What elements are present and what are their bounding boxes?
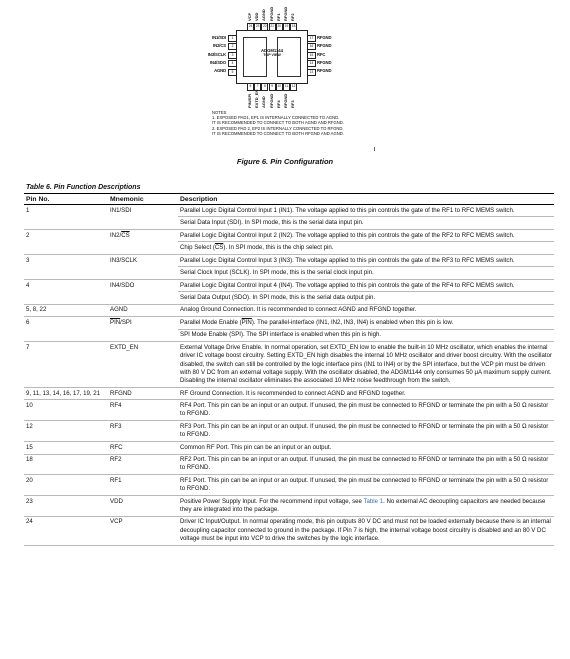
pin-label: IN1/SDI [212, 34, 226, 40]
pin-label: RFGND [317, 43, 332, 49]
pin-pad [307, 60, 316, 67]
pin-label: RF4 [275, 100, 281, 108]
description-overline: $\overline{PIN}$ [241, 318, 252, 326]
mnemonic-cell [108, 292, 178, 304]
pin-number: 14 [309, 61, 314, 66]
pin-number-cell: 12 [24, 421, 108, 442]
table-row [24, 229, 554, 241]
pin-number-cell: 7 [24, 342, 108, 388]
table-row [24, 254, 554, 266]
pin-label: RFGND [283, 93, 288, 108]
pin-label: RFGND [283, 6, 288, 21]
description-cell: RF2 Port. This pin can be an input or an output. If unused, the pin must be connected to RFGND or terminate the pin with a 50 Ω resistor to RFGND. [178, 454, 554, 475]
description-text: ). The parallel-interface (IN1, IN2, IN3, IN4) is enabled when this pin is low. [251, 318, 454, 326]
mnemonic-cell: IN4/SDO [110, 281, 135, 289]
pin-label: IN2/CS [213, 43, 226, 49]
pin-pad [290, 83, 297, 91]
pin-label: RFGND [317, 34, 332, 40]
description-cell: RF4 Port. This pin can be an input or an output. If unused, the pin must be connected to RFGND or terminate the pin with a 50 Ω resistor to RFGND. [178, 400, 554, 421]
table-row [24, 292, 554, 304]
pin-pad [307, 35, 316, 42]
description-overline: $\overline{CS}$ [214, 244, 224, 252]
figure-marker [374, 147, 378, 151]
pin-number-cell: 5, 8, 22 [24, 304, 108, 316]
description-cell: Serial Data Input (SDI). In SPI mode, this is the serial data input pin. [178, 217, 554, 229]
pin-number: 15 [309, 52, 314, 57]
mnemonic-cell: VDD [108, 496, 178, 517]
pin-label: IN4/SDO [209, 59, 226, 65]
description-cell: Parallel Logic Digital Control Input 1 (IN1). The voltage applied to this pin controls the gate of the RF1 to RFC MEMS switch. [178, 205, 554, 217]
pin-pad [307, 43, 316, 50]
pin-pad [269, 83, 276, 91]
note-line: NOTES [212, 110, 227, 115]
pin-number-cell: 24 [24, 516, 108, 545]
table-row [24, 217, 554, 229]
mnemonic-cell: RF4 [108, 400, 178, 421]
description-cell: Analog Ground Connection. It is recommended to connect AGND and RFGND together. [178, 304, 554, 316]
pin-label: AGND [261, 96, 267, 108]
mnemonic-cell: IN3/SCLK [110, 256, 138, 264]
pin-label: RF1 [275, 13, 281, 21]
description-cell [178, 242, 554, 254]
exposed-pad-1 [243, 37, 267, 77]
pin-label: RFGND [268, 6, 274, 21]
pin-number: 10 [277, 84, 282, 88]
pin-label: AGND [261, 9, 267, 21]
table-row [24, 205, 554, 217]
note-line: IT IS RECOMMENDED TO CONNECT TO BOTH AGND AND RFGND. [212, 120, 344, 126]
pin-pad [247, 83, 254, 91]
pin-label: RFGND [268, 93, 274, 108]
mnemonic-cell [108, 229, 178, 241]
mnemonic-cell: RF2 [108, 454, 178, 475]
pin-number: 8 [264, 84, 266, 88]
pin-number-cell [24, 217, 108, 229]
description-cell: Serial Clock Input (SCLK). In SPI mode, this is the serial clock input pin. [178, 267, 554, 279]
pin-pad [261, 83, 268, 91]
pin-number-cell: 1 [26, 206, 30, 214]
pin-label: RFC [317, 51, 326, 57]
pin-number-cell [24, 267, 108, 279]
pin-number: 23 [255, 24, 260, 28]
pin-function-table [24, 193, 554, 546]
description-text: Chip Select ( [180, 244, 215, 252]
table-row [24, 304, 554, 316]
pin-label: RFGND [317, 68, 332, 74]
note-line: IT IS RECOMMENDED TO CONNECT TO BOTH RFGND AND AGND. [212, 130, 344, 136]
pin-number-cell [24, 329, 108, 341]
chip-body [236, 30, 308, 84]
mnemonic-cell: EXTD_EN [108, 342, 178, 388]
table-row [24, 329, 554, 341]
table-row [24, 442, 554, 454]
pin-label: AGND [214, 68, 226, 74]
pin-number-cell: 9, 11, 13, 14, 16, 17, 19, 21 [24, 388, 108, 400]
header-mnemonic: Mnemonic [108, 194, 178, 205]
diagram-notes [212, 110, 344, 136]
mnemonic-text: /SPI [120, 318, 132, 326]
mnemonic-cell: VCP [108, 516, 178, 545]
mnemonic-overline: $\overline{CS}$ [121, 231, 130, 239]
pin-pad [307, 69, 316, 76]
mnemonic-cell: AGND [108, 304, 178, 316]
pin-number-cell: 3 [26, 256, 30, 264]
pin-number: 7 [256, 84, 259, 88]
pin-number-cell: 20 [24, 475, 108, 496]
pin-number: 12 [291, 84, 296, 88]
header-description: Description [178, 194, 554, 205]
note-line: 1. EXPOSED PAD1, EP1 IS INTERNALLY CONNECTED TO AGND. [212, 115, 340, 121]
pin-number-cell [24, 242, 108, 254]
pin-number-cell: 18 [24, 454, 108, 475]
table-row [24, 421, 554, 442]
table-caption: Table 6. Pin Function Descriptions [26, 184, 141, 191]
pin-number: 24 [248, 24, 253, 28]
table-row [24, 279, 554, 291]
table-row [24, 317, 554, 329]
exposed-pad-2 [277, 37, 301, 77]
pin-pad [283, 83, 290, 91]
description-cell: External Voltage Drive Enable. In normal operation, set EXTD_EN low to enable the built-in 10 MHz oscillator, which enables the internal driver IC voltage boost circuitry. Setting EXTD_EN high disables the internal 10 MHz oscillator and driver boost circuitry. With the oscillator disabled, the switch can still be controlled by the logic interface pins (IN1 to IN4) or by the SPI interface, but the VCP pin must be driven with 80 V DC from an external voltage supply. With the oscillator disabled, the ADGM1144 only consumes 50 μA maximum supply current. Disabling the internal oscillator eliminates the associated 10 MHz noise feedthrough from the switch. [178, 342, 554, 388]
pin-label: PIN/SPI [247, 93, 252, 108]
pin-label: IN3/SCLK [207, 51, 226, 57]
description-cell: Parallel Logic Digital Control Input 2 (IN2). The voltage applied to this pin controls the gate of the RF2 to RFC MEMS switch. [178, 229, 554, 241]
pin-number: 16 [309, 44, 314, 49]
table-row [24, 242, 554, 254]
mnemonic-cell: RF1 [108, 475, 178, 496]
description-cell: Parallel Logic Digital Control Input 4 (IN4). The voltage applied to this pin controls the gate of the RF4 to RFC MEMS switch. [178, 279, 554, 291]
description-cell: RF3 Port. This pin can be an input or an output. If unused, the pin must be connected to RFGND or terminate the pin with a 50 Ω resistor to RFGND. [178, 421, 554, 442]
mnemonic-cell: IN1/SDI [110, 206, 132, 214]
description-cell: Common RF Port. This pin can be an input or an output. [178, 442, 554, 454]
pin-label: VDD [254, 12, 260, 21]
pin-number: 6 [249, 84, 252, 88]
description-cell: RF1 Port. This pin can be an input or an output. If unused, the pin must be connected to RFGND or terminate the pin with a 50 Ω resistor to RFGND. [178, 475, 554, 496]
pin-number: 4 [231, 61, 234, 66]
pin-number-cell: 2 [26, 231, 30, 239]
pin-pad [276, 83, 283, 91]
note-line: 2. EXPOSED PAD 2, EP2 IS INTERNALLY CONNECTED TO RFGND. [212, 125, 344, 131]
table-header-row [24, 194, 554, 205]
pin-number: 5 [231, 69, 234, 74]
pin-number: 21 [270, 24, 274, 28]
chip-view-label: TOP VIEW [263, 53, 281, 57]
description-text: Positive Power Supply Input. For the recommend input voltage, see [180, 497, 364, 505]
table-row [24, 496, 554, 517]
pin-number-cell: 23 [24, 496, 108, 517]
mnemonic-cell [108, 317, 178, 329]
pin-label: EXTD_EN [254, 89, 260, 108]
pin-number: 2 [231, 44, 234, 49]
chip-name: ADGM1144 [261, 48, 283, 53]
description-cell: Serial Data Output (SDO). In SPI mode, this is the serial data output pin. [178, 292, 554, 304]
pin-number: 11 [284, 84, 289, 88]
pin-number-cell [24, 292, 108, 304]
pin-label: VCP [247, 12, 252, 21]
table-row [24, 342, 554, 388]
pin-label: RF3 [290, 100, 296, 108]
mnemonic-cell [108, 217, 178, 229]
description-text: Parallel Mode Enable ( [180, 318, 242, 326]
description-cell [178, 496, 554, 517]
header-pin-no: Pin No. [24, 194, 108, 205]
pin-number: 9 [271, 84, 273, 88]
table-row [24, 475, 554, 496]
table-body [24, 205, 554, 546]
pin-label: RFGND [317, 59, 332, 65]
description-cell: Driver IC Input/Output. In normal operating mode, this pin outputs 80 V DC and must not be loaded externally because there is an internal decoupling capacitor connected to ground in the package. If Pin 7 is high, the internal voltage boost circuitry is disabled and an 80 V DC voltage must be input into VCP to drive the switches by the logic interface. [178, 516, 554, 545]
description-cell: RF Ground Connection. It is recommended to connect AGND and RFGND together. [178, 388, 554, 400]
table-row [24, 400, 554, 421]
description-cell [178, 317, 554, 329]
table-row [24, 267, 554, 279]
pin-number-cell: 4 [26, 281, 30, 289]
mnemonic-cell [108, 267, 178, 279]
pin-configuration-diagram [0, 0, 570, 155]
pin-number: 18 [291, 24, 296, 28]
pin-number: 22 [263, 24, 267, 28]
pin-number-cell: 15 [24, 442, 108, 454]
mnemonic-cell [108, 242, 178, 254]
table-row [24, 454, 554, 475]
description-cell: SPI Mode Enable (SPI). The SPI interface is enabled when this pin is high. [178, 329, 554, 341]
mnemonic-overline: $\overline{PIN}$ [110, 318, 121, 326]
pin-number-cell: 10 [24, 400, 108, 421]
pin-number: 17 [309, 36, 314, 40]
mnemonic-cell: RFC [108, 442, 178, 454]
pin-number: 19 [284, 24, 289, 28]
mnemonic-text: IN2/ [110, 231, 122, 239]
table-reference-link[interactable]: Table 1 [363, 497, 384, 505]
mnemonic-cell [108, 329, 178, 341]
pin-number: 1 [231, 36, 234, 40]
pin-pad [307, 52, 316, 59]
mnemonic-cell: RF3 [108, 421, 178, 442]
pin-number: 13 [309, 69, 314, 74]
figure-caption: Figure 6. Pin Configuration [236, 157, 334, 166]
description-text: ). In SPI mode, this is the chip select pin. [223, 244, 334, 252]
mnemonic-cell: RFGND [108, 388, 178, 400]
pin-number: 3 [231, 52, 234, 57]
description-cell: Parallel Logic Digital Control Input 3 (IN3). The voltage applied to this pin controls the gate of the RF3 to RFC MEMS switch. [178, 254, 554, 266]
pin-number: 20 [277, 24, 282, 28]
table-row [24, 516, 554, 545]
pin-label: RF2 [290, 13, 296, 21]
description-text: . No external AC decoupling capacitors are needed because they are integrated into the package. [180, 497, 546, 513]
pin-number-cell: 6 [26, 318, 30, 326]
table-row [24, 388, 554, 400]
